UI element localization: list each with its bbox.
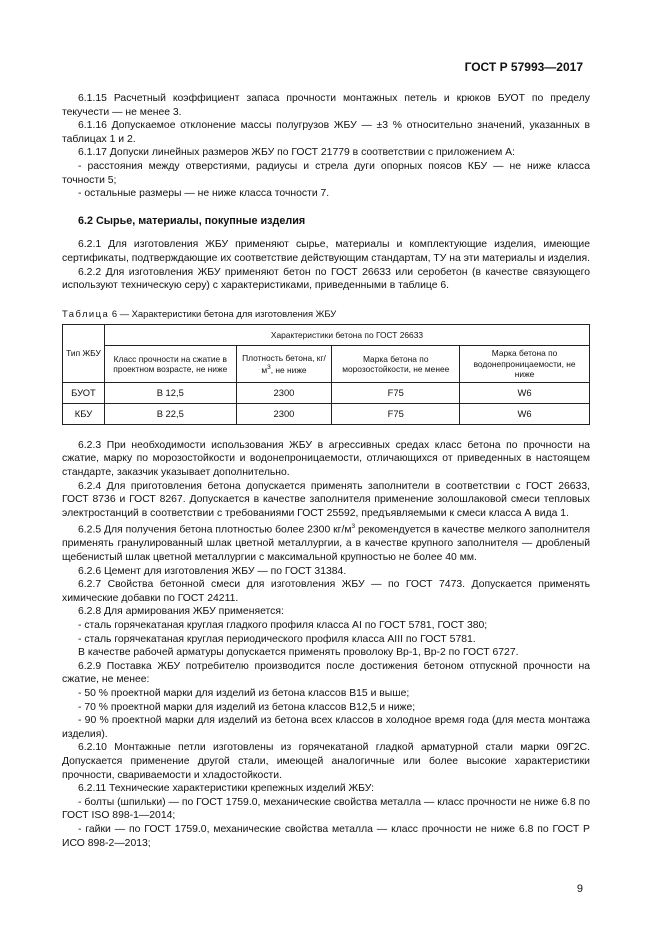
section-title: 6.2 Сырье, материалы, покупные изделия [78, 214, 306, 227]
list-item: - 50 % проектной марки для изделий из бетона классов В15 и выше; [78, 687, 410, 699]
page-number: 9 [576, 883, 583, 895]
paragraph-rebar: В качестве рабочей арматуры допускается применять проволоку Вр-1, Вр-2 по ГОСТ 6727. [78, 647, 519, 659]
concrete-table [62, 324, 590, 425]
cell-class: В 22,5 [104, 403, 236, 424]
table-row [63, 382, 590, 403]
p625-text: 6.2.5 Для получения бетона плотностью более 2300 кг/м [78, 524, 352, 536]
p625-tail: рекомендуется в качестве мелкого заполнителя применять гранулированный шлак цветной металлургии, а в качестве крупного заполнителя — дробленый щебенистый шлак цветной металлургии с максимальной крупностью не более 40 мм. [62, 524, 590, 564]
column-group-header: Характеристики бетона по ГОСТ 26633 [104, 325, 589, 346]
cell-type: БУОТ [63, 382, 105, 403]
list-item: - болты (шпильки) — по ГОСТ 1759.0, механические свойства металла — класс прочности не ниже 6.8 по ГОСТ ISO 898-1—2014; [62, 796, 590, 822]
cell-type: КБУ [63, 403, 105, 424]
table-row [63, 403, 590, 424]
list-item: - сталь горячекатаная круглая периодического профиля класса AIII по ГОСТ 5781. [78, 633, 476, 645]
table-caption [62, 307, 590, 321]
list-item: - остальные размеры — не ниже класса точности 7. [78, 188, 330, 200]
paragraph-6-2-4: 6.2.4 Для приготовления бетона допускается применять заполнители в соответствии с ГОСТ 26633, ГОСТ 8736 и ГОСТ 8267. Допускается в качестве заполнителя применение золошлаковой смеси тепловых электростанций в соответствии с требованиями ГОСТ 25592, предъявляемыми к смеси класса А вида 1. [62, 480, 590, 519]
column-header-density [236, 346, 332, 383]
density-header-sup: 3 [267, 364, 271, 372]
cell-class: В 12,5 [104, 382, 236, 403]
paragraph-6-1-15: 6.1.15 Расчетный коэффициент запаса прочности монтажных петель и крюков БУОТ по пределу текучести — не менее 3. [62, 93, 590, 118]
paragraph-6-1-17: 6.1.17 Допуски линейных размеров ЖБУ по ГОСТ 21779 в соответствии с приложением А: [78, 147, 515, 159]
paragraph-6-2-9: 6.2.9 Поставка ЖБУ потребителю производится после достижения бетоном отпускной прочности на сжатие, не менее: [62, 660, 590, 686]
column-header-water: Марка бетона по водонепроницаемости, не ниже [460, 346, 590, 383]
list-item: - гайки — по ГОСТ 1759.0, механические свойства металла — класс прочности не ниже 6.8 по ГОСТ Р ИСО 898-2—2013; [62, 823, 590, 849]
paragraph-6-2-3: 6.2.3 При необходимости использования ЖБУ в агрессивных средах класс бетона по прочности на сжатие, марку по морозостойкости и водонепроницаемости, отличающихся от приведенных в настоящем стандарте, заказчик указывает дополнительно. [62, 439, 590, 478]
list-item: - 70 % проектной марки для изделий из бетона классов В12,5 и ниже; [78, 701, 416, 713]
page-content [62, 92, 590, 850]
cell-density: 2300 [236, 403, 332, 424]
paragraph-6-2-11: 6.2.11 Технические характеристики крепежных изделий ЖБУ: [78, 783, 374, 795]
column-header-type: Тип ЖБУ [63, 325, 105, 383]
paragraph-6-2-1: 6.2.1 Для изготовления ЖБУ применяют сырье, материалы и комплектующие изделия, имеющие сертификаты, подтверждающие их соответствие действующим стандартам, ТУ на эти материалы и изделия. [62, 239, 590, 264]
paragraph-6-2-6: 6.2.6 Цемент для изготовления ЖБУ — по ГОСТ 31384. [78, 565, 347, 577]
cell-water: W6 [460, 403, 590, 424]
paragraph-6-1-16: 6.1.16 Допускаемое отклонение массы полугрузов ЖБУ — ±3 % относительно значений, указанных в таблицах 1 и 2. [62, 120, 590, 145]
cell-frost: F75 [332, 382, 460, 403]
paragraph-6-2-2: 6.2.2 Для изготовления ЖБУ применяют бетон по ГОСТ 26633 или серобетон (в качестве связующего используют техническую серу) с характеристиками, приведенными в таблице 6. [62, 266, 590, 292]
cell-water: W6 [460, 382, 590, 403]
cell-density: 2300 [236, 382, 332, 403]
paragraph-6-2-8: 6.2.8 Для армирования ЖБУ применяется: [78, 606, 284, 618]
paragraph-6-2-5 [62, 520, 590, 564]
table-caption-text: 6 — Характеристики бетона для изготовления ЖБУ [111, 307, 337, 319]
list-item: - расстояния между отверстиями, радиусы и стрела дуги опорных поясов КБУ — не ниже класса точности 5; [62, 160, 590, 186]
table-caption-word: Таблица [62, 307, 110, 319]
cell-frost: F75 [332, 403, 460, 424]
list-item: - сталь горячекатаная круглая гладкого профиля класса AI по ГОСТ 5781, ГОСТ 380; [78, 620, 488, 631]
density-header-text: Плотность бетона, кг/м [242, 352, 326, 375]
paragraph-6-2-7: 6.2.7 Свойства бетонной смеси для изготовления ЖБУ — по ГОСТ 7473. Допускается применять химические добавки по ГОСТ 24211. [62, 579, 590, 604]
column-header-frost: Марка бетона по морозостойкости, не менее [332, 346, 460, 383]
document-code: ГОСТ Р 57993—2017 [464, 60, 583, 74]
list-item: - 90 % проектной марки для изделий из бетона всех классов в холодное время года (для места монтажа изделия). [62, 715, 590, 740]
column-header-class: Класс прочности на сжатие в проектном возрасте, не ниже [104, 346, 236, 383]
paragraph-6-2-10: 6.2.10 Монтажные петли изготовлены из горячекатаной гладкой арматурной стали марки 09Г2С. Допускается применение другой стали, имеющей аналогичные или более высокие характеристики прочности, свариваемости и хладостойкости. [62, 742, 590, 781]
density-header-tail: , не ниже [270, 364, 307, 375]
p625-sup: 3 [351, 523, 356, 531]
